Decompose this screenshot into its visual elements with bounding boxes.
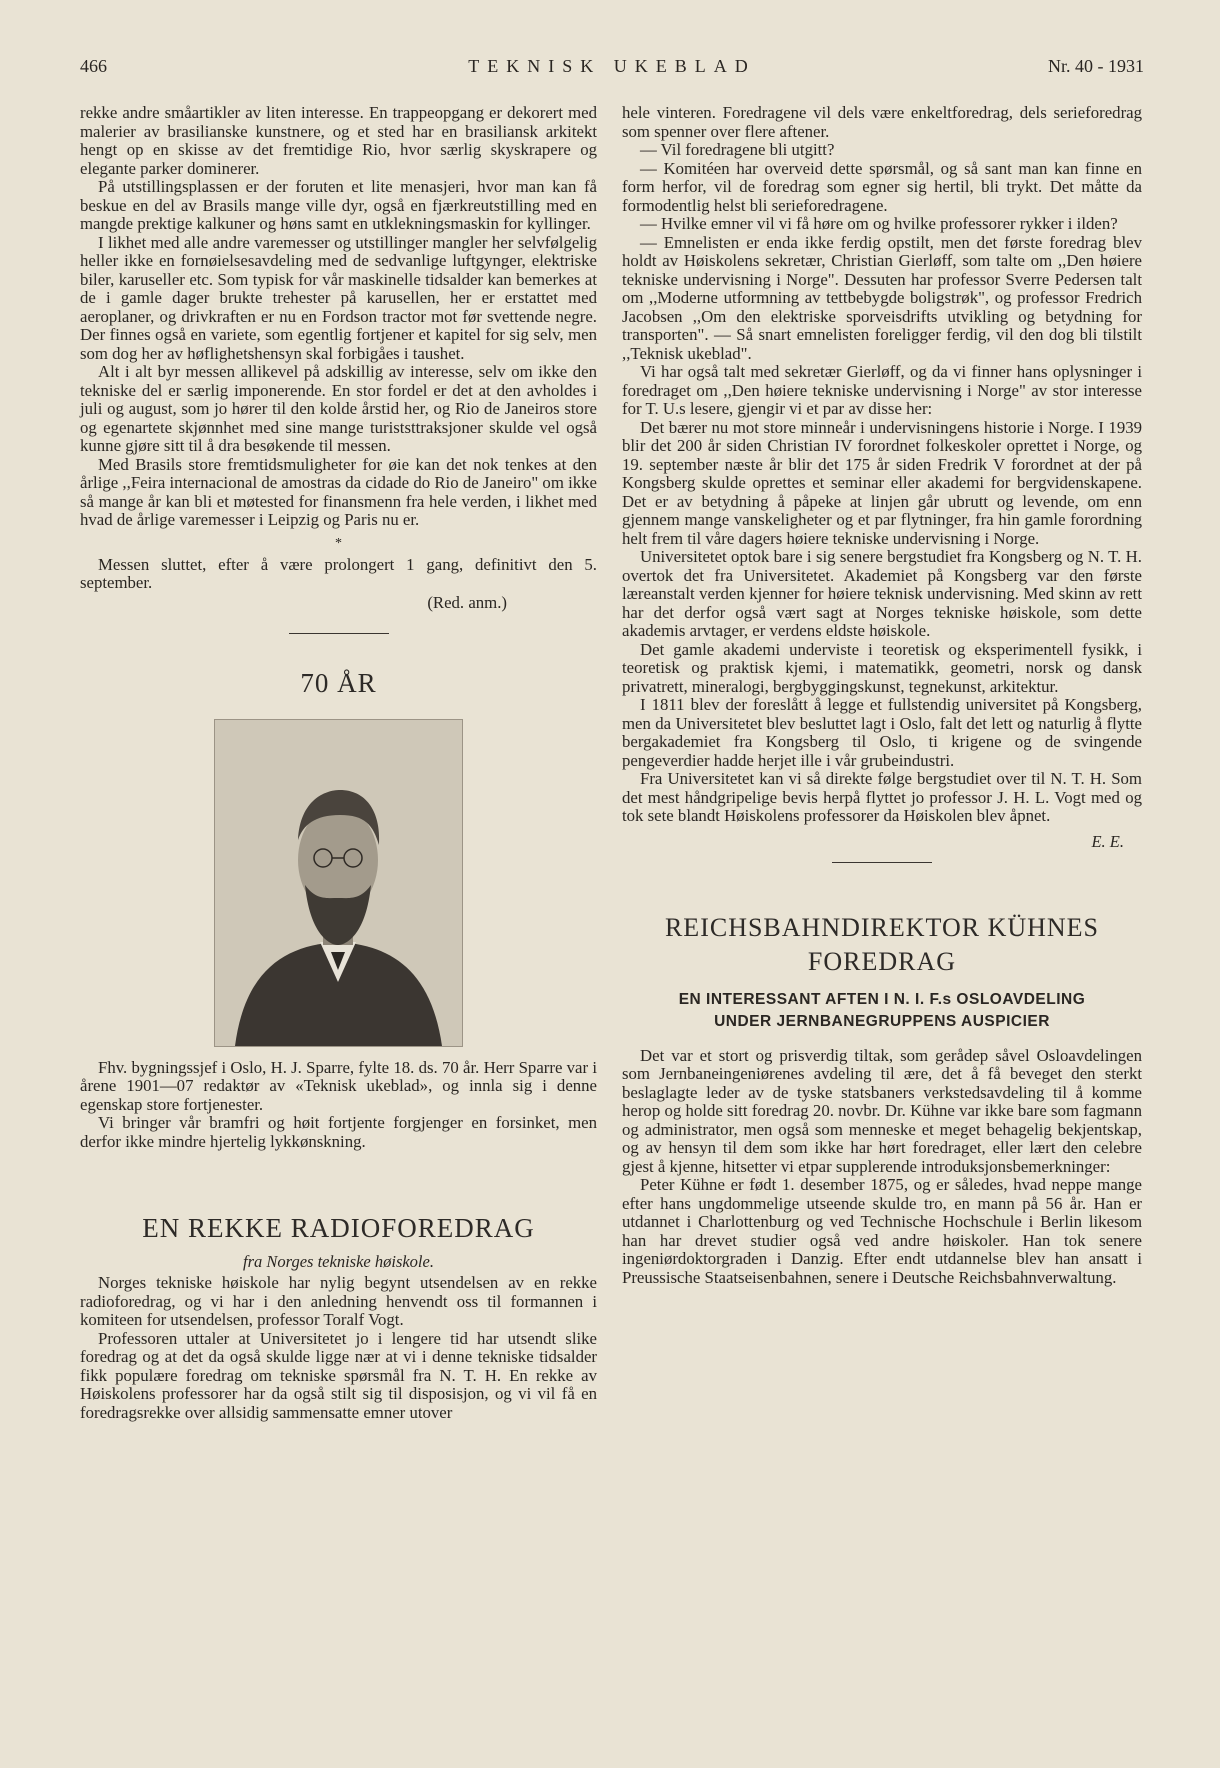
paragraph: Alt i alt byr messen allikevel på adskillig av interesse, selv om ikke den tekniske del er særlig imponerende. En stor fordel er det at den avholdes i juli og august, som jo hører til den kolde årstid her, og Rio de Janeiros store og egenartete skjønnhet med sine mange turiststtraksjoner skulde vel også kunne gjøre sitt til å dra besøkende til messen. [80, 362, 597, 455]
title-line: FOREDRAG [807, 946, 957, 976]
article-title-70-ar: 70 ÅR [300, 667, 377, 698]
article-title-kuhne [622, 911, 1142, 979]
paragraph: — Hvilke emner vil vi få høre om og hvilke professorer rykker i ilden? [640, 214, 1118, 233]
paragraph: Det bærer nu mot store minneår i undervisningens historie i Norge. I 1939 blir det 200 år siden Christian IV forordnet folkeskoler oprettet i Norge, og 19. september næste år blir det 175 år siden Fredrik V forordnet at der på Kongsberg skulde oprettes et seminar eller akademi for bergvidenskapene. Det er av betydning å påpeke at linjen går ubrutt og levende, om enn gjennem mange vanskeligheter og et par flytninger, fra hin gamle forordning helt frem til våre dagers høiere tekniske undervisning i Norge. [622, 417, 1142, 548]
photo-caption: Vi bringer vår bramfri og høit fortjente forgjenger en forsinket, men derfor ikke mindre hjertelig lykkønskning. [80, 1113, 597, 1151]
paragraph: — Vil foredragene bli utgitt? [640, 140, 835, 159]
divider [832, 862, 932, 863]
subheading-line: UNDER JERNBANEGRUPPENS AUSPICIER [714, 1012, 1050, 1030]
paragraph: Det gamle akademi underviste i teoretisk og eksperimentell fysikk, i teoretisk og praktisk kjemi, i matematikk, geometri, norsk og dansk privatrett, mineralogi, bergbyggingskunst, tegnekunst, arkitektur. [622, 639, 1142, 696]
paragraph: I likhet med alle andre varemesser og utstillinger mangler her selvfølgelig heller ikke en fornøielsesavdeling med de sedvanlige luftgynger, elektriske biler, karuseller etc. Som typisk for vår maskinelle tidsalder kan bemerkes at de i gamle dager brukte trehester på karusellen, her er erstattet med aeroplaner, og drivkraften er nu en Fordson tractor mot før svettende negre. Der finnes også en variete, som egentlig fortjener et kapitel for sig selv, men som dog her av høflighetshensyn skal forbigåes i taushet. [80, 232, 597, 363]
issue-number: Nr. 40 - 1931 [1048, 56, 1144, 76]
paragraph: rekke andre småartikler av liten interesse. En trappeopgang er dekorert med malerier av brasilianske kunstnere, og et sted har en brasiliansk arkitekt hengt op en skisse av det fremtidige Rio, hvor særlig skyskrapere og elegante parker dominerer. [80, 103, 597, 178]
divider [289, 633, 389, 634]
article-subheading [622, 989, 1142, 1033]
paragraph: Fra Universitetet kan vi så direkte følge bergstudiet over til N. T. H. Som det mest håndgripelige bevis herpå flyttet jo professor J. H. L. Vogt med og tok sete blandt Høiskolens professorer da Høiskolen blev åpnet. [622, 769, 1142, 825]
paragraph: Det var et stort og prisverdig tiltak, som gerådер såvel Osloavdelingen som Jernbaneingeniørenes avdeling til ære, det å få beveget den sterkt beslaglagte leder av de tyske statsbaners verkstedsavdeling til å komme herop og holde sitt foredrag 20. novbr. Dr. Kühne var ikke bare som fagmann og administrator, men også som menneske et meget behagelig bekjentskap, og av hensyn til dem som ikke har hørt foredraget, eller lært den celebre gjest å kjenne, hitsetter vi etpar supplerende introduksjonsbemerkninger: [622, 1045, 1142, 1176]
title-line: REICHSBAHNDIREKTOR KÜHNES [664, 912, 1100, 942]
paragraph: — Emnelisten er enda ikke ferdig opstilt, men det første foredrag blev holdt av Høiskolens sekretær, Christian Gierløff, som talte om ,,Den høiere tekniske undervisning i Norge". Dessuten har professor Sverre Pedersen talt om ,,Moderne utformning av tettbebygde boligstrøk", og professor Fredrich Jacobsen ,,Om den elektriske sporveisdrifts utvikling og betydning for transporten". — Så snart emnelisten foreligger ferdig, vil den dog bli tilstilt ,,Teknisk ukeblad". [622, 232, 1142, 363]
note-ref-row [80, 593, 597, 613]
paragraph: Vi har også talt med sekretær Gierløff, og da vi finner hans oplysninger i foredraget om ,,Den høiere tekniske undervisning i Norge" av stor interesse for T. U.s lesere, gjengir vi et par av disse her: [622, 362, 1142, 418]
page-number: 466 [80, 56, 107, 76]
paragraph: Professoren uttaler at Universitetet jo i lengere tid har utsendt slike foredrag og at det da også skulde ligge nær at vi i denne tekniske tidsalder fikk populære foredrag om tekniske spørsmål fra N. T. H. En rekke av Høiskolens professorer har da også stilt sig til disposisjon, og vi vil få en foredragsrekke over allsidig sammensatte emner utover [80, 1328, 597, 1422]
portrait-illustration [215, 720, 462, 1046]
photo-caption: Fhv. bygningssjef i Oslo, H. J. Sparre, fylte 18. ds. 70 år. Herr Sparre var i årene 1901—07 redaktør av «Teknisk ukeblad», og innla sig i denne egenskap store fortjenester. [80, 1057, 597, 1114]
left-column [80, 104, 597, 1422]
paragraph: På utstillingsplassen er der foruten et lite menasjeri, hvor man kan få beskue en del av Brasils mange ville dyr, også en fjærkreutstilling med en mangde prektige kalkuner og høns samt en utklekningsmaskin for kyllinger. [80, 177, 597, 233]
editor-note-ref: (Red. anm.) [427, 592, 507, 612]
portrait-photo [214, 719, 463, 1047]
journal-title: TEKNISK UKEBLAD [468, 56, 756, 76]
subheading-line: EN INTERESSANT AFTEN I N. I. F.s OSLOAVDELING [678, 990, 1086, 1008]
right-column [622, 104, 1142, 1287]
article-title-radioforedrag: EN REKKE RADIOFOREDRAG [142, 1213, 535, 1243]
page-header [80, 56, 1144, 82]
paragraph: Norges tekniske høiskole har nylig begynt utsendelsen av en rekke radioforedrag, og vi har i den anledning henvendt oss til formannen i komiteen for utsendelsen, professor Toralf Vogt. [80, 1273, 597, 1329]
paragraph: Peter Kühne er født 1. desember 1875, og er således, hvad neppe mange efter hans ungdommelige utseende skulde tro, en mann på 56 år. Han er utdannet i Charlottenburg og ved Technische Hochschule i Berlin likesom han har drevet studier også ved andre høiskoler. Han tok senere ingeniørdoktorgraden i Danzig. Efter endt utdannelse blev han ansatt i Preussische Staatseisenbahnen, senere i Deutsche Reichsbahnverwaltung. [622, 1175, 1142, 1287]
signature: E. E. [1091, 831, 1124, 851]
article-subtitle: fra Norges tekniske høiskole. [243, 1252, 434, 1271]
paragraph: Med Brasils store fremtidsmuligheter for øie kan det nok tenkes at den årlige ,,Feira internacional de amostras da cidade do Rio de Janeiro" om ikke så mange år kan bli et møtested for finansmenn fra hele verden, i likhet med hvad de årlige varemesser i Leipzig og Paris nu er. [80, 454, 597, 529]
paragraph: — Komitéen har overveid dette spørsmål, og så sant man kan finne en form herfor, vil de foredrag som egner sig hertil, bli trykt. Det måtte da formodentlig helst bli serieforedragene. [622, 158, 1142, 215]
paragraph: Universitetet optok bare i sig senere bergstudiet fra Kongsberg og N. T. H. overtok det fra Universitetet. Akademiet på Kongsberg var den første læreanstalt verden kjenner for høiere teknisk undervisning. Med skinn av rett har det derfor også vært sagt at Norges tekniske høiskole, som dette akademis arvtager, er verdens eldste høiskole. [622, 547, 1142, 640]
editor-note: Messen sluttet, efter å være prolongert 1 gang, definitivt den 5. september. [80, 554, 597, 592]
paragraph: hele vinteren. Foredragene vil dels være enkeltforedrag, dels serieforedrag som spenner over flere aftener. [622, 103, 1142, 141]
section-separator: * [335, 535, 342, 551]
paragraph: I 1811 blev der foreslått å legge et fullstendig universitet på Kongsberg, men da Universitetet blev besluttet lagt i Oslo, falt det lett og naturlig å flytte bergakademiet fra Kongsberg til Oslo, ti krigene og de svingende pengeverdier hadde herjet ille i vår grubeindustri. [622, 695, 1142, 770]
